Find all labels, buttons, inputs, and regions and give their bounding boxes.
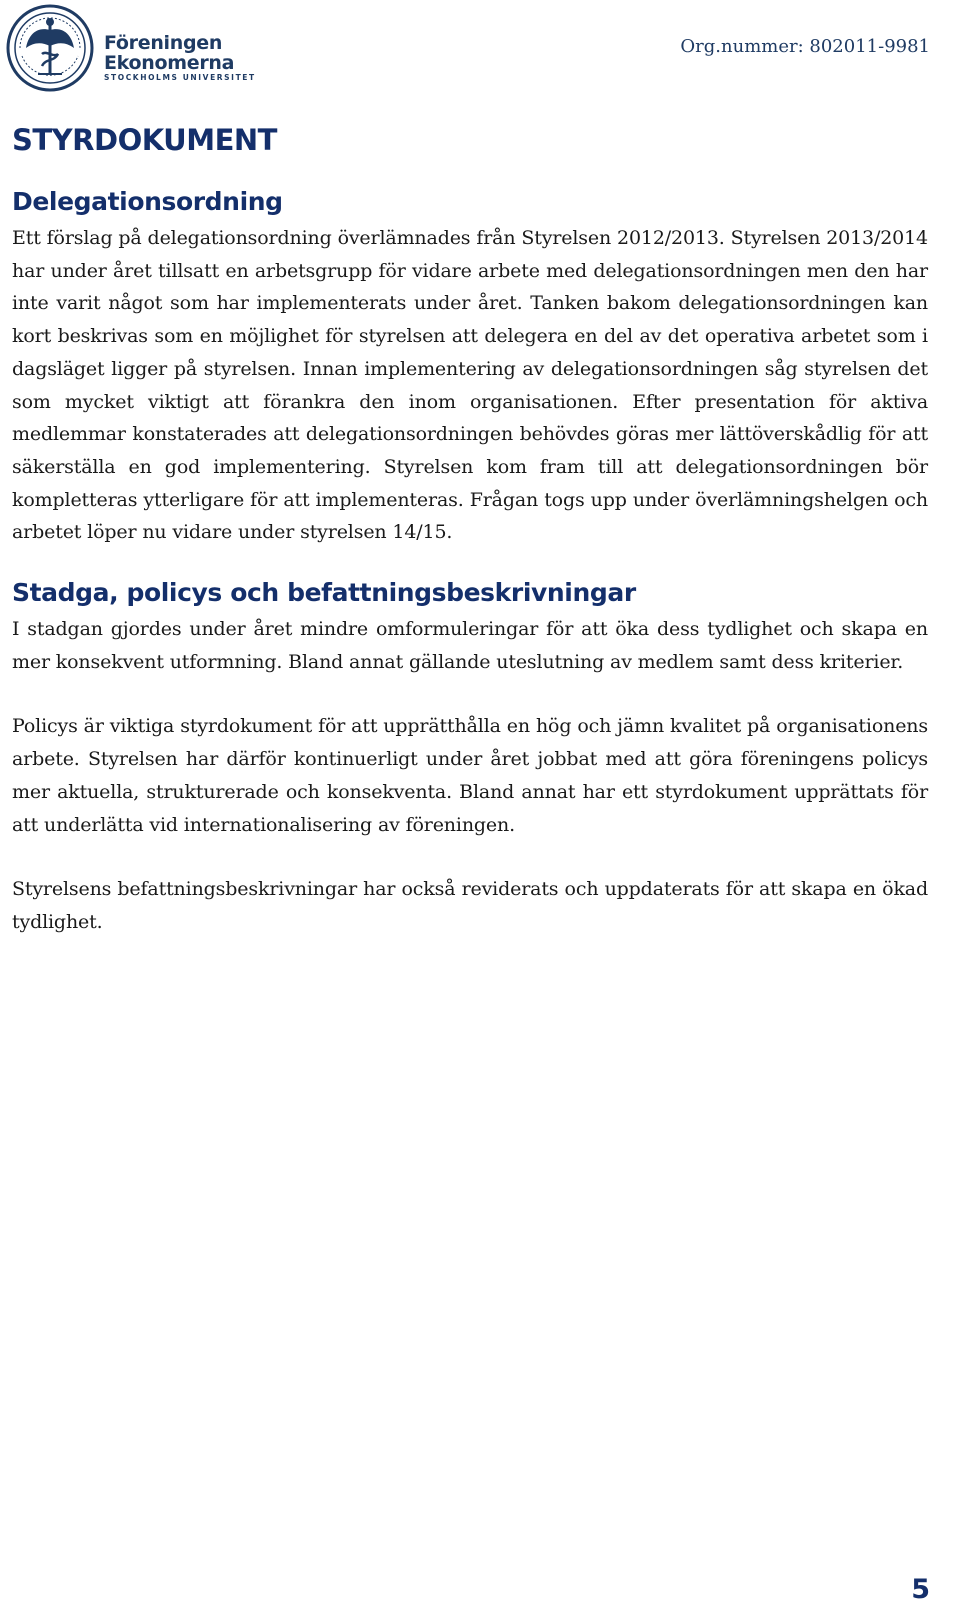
paragraph-delegationsordning: Ett förslag på delegationsordning överlämnades från Styrelsen 2012/2013. Styrelsen 2013/2014 har under året tillsatt en arbetsgrupp för vidare arbete med delegationsordningen men den har inte varit något som har implementerats under året. Tanken bakom delegationsordningen kan kort beskrivas som en möjlighet för styrelsen att delegera en del av det operativa arbetet som i dagsläget ligger på styrelsen. Innan implementering av delegationsordningen såg styrelsen det som mycket viktigt att förankra den inom organisationen. Efter presentation för aktiva medlemmar konstaterades att delegationsordningen behövdes göras mer lättöverskådlig för att säkerställa en god implementering. Styrelsen kom fram till att delegationsordningen bör kompletteras ytterligare för att implementeras. Frågan togs upp under överlämningshelgen och arbetet löper nu vidare under styrelsen 14/15. [12,227,928,544]
logo-subtitle: STOCKHOLMS UNIVERSITET [104,73,256,82]
university-seal-icon [6,4,94,92]
page-header [0,0,960,100]
logo-name-line-2: Ekonomerna [104,52,235,74]
paragraph-befattningsbeskrivningar: Styrelsens befattningsbeskrivningar har också reviderats och uppdaterats för att skapa en ökad tydlighet. [12,878,928,933]
org-number: Org.nummer: 802011-9981 [680,36,930,57]
association-logo [6,4,256,92]
paragraph-stadga: I stadgan gjordes under året mindre omformuleringar för att öka dess tydlighet och skapa en mer konsekvent utformning. Bland annat gällande uteslutning av medlem samt dess kriterier. [12,618,928,673]
page-number: 5 [911,1574,930,1605]
section-heading-stadga-policys: Stadga, policys och befattningsbeskrivningar [12,578,636,608]
logo-name-line-1: Föreningen [104,32,223,54]
paragraph-policys: Policys är viktiga styrdokument för att upprätthålla en hög och jämn kvalitet på organisationens arbete. Styrelsen har därför kontinuerligt under året jobbat med att göra föreningens policys mer aktuella, strukturerade och konsekventa. Bland annat har ett styrdokument upprättats för att underlätta vid internationalisering av föreningen. [12,715,928,836]
document-title: STYRDOKUMENT [12,123,277,157]
section-heading-delegationsordning: Delegationsordning [12,187,283,216]
document-body [12,120,928,939]
